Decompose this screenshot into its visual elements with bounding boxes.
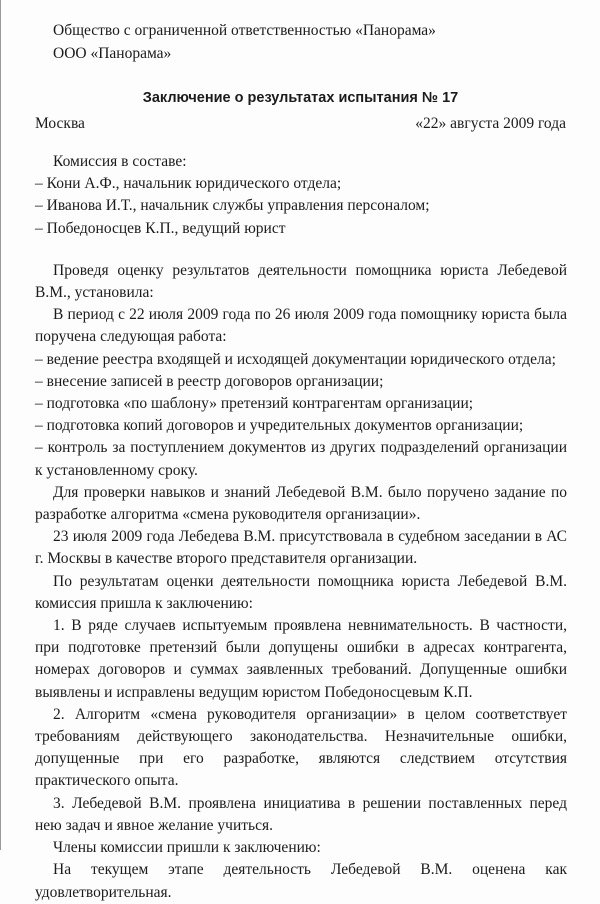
task-item: – ведение реестра входящей и исходящей документации юридического отдела; bbox=[35, 350, 556, 368]
commission-member: – Победоносцев К.П., ведущий юрист bbox=[35, 219, 286, 237]
commission-member: – Иванова И.Т., начальник службы управления персоналом; bbox=[35, 197, 430, 215]
document-body bbox=[35, 151, 567, 904]
paragraph-court-session: 23 июля 2009 года Лебедева В.М. присутствовала в судебном заседании в АС г. Москвы в качестве второго представителя организации. bbox=[35, 528, 567, 568]
document-date: «22» августа 2009 года bbox=[415, 115, 566, 132]
paragraph-assessment: Проведя оценку результатов деятельности помощника юриста Лебедевой В.М., установила: bbox=[35, 261, 567, 302]
document-place: Москва bbox=[35, 115, 85, 132]
task-item: – подготовка копий договоров и учредительных документов организации; bbox=[35, 417, 524, 435]
paragraph-results: По результатам оценки деятельности помощника юриста Лебедевой В.М. комиссия пришла к заключению: bbox=[35, 572, 567, 612]
paragraph-final-assessment: На текущем этапе деятельность Лебедевой В.М. оценена как удовлетворительная. bbox=[35, 861, 567, 901]
organization-full-name: Общество с ограниченной ответственностью «Панорама» bbox=[53, 22, 436, 39]
paragraph-period: В период с 22 июля 2009 года по 26 июля 2009 года помощнику юриста была поручена следующая работа: bbox=[35, 306, 567, 346]
conclusion-item-2: 2. Алгоритм «смена руководителя организации» в целом соответствует требованиям действующего законодательства. Незначительные ошибки, допущенные при его разработке, являются следствием отсутствия практического опыта. bbox=[35, 705, 567, 790]
task-item: – внесение записей в реестр договоров организации; bbox=[35, 372, 384, 390]
conclusion-item-3: 3. Лебедевой В.М. проявлена инициатива в решении поставленных перед нею задач и явное желание учиться. bbox=[35, 794, 567, 834]
commission-member: – Кони А.Ф., начальник юридического отдела; bbox=[35, 175, 342, 193]
paragraph-members-conclusion: Члены комиссии пришли к заключению: bbox=[53, 839, 321, 857]
task-item: – подготовка «по шаблону» претензий контрагентам организации; bbox=[35, 395, 474, 413]
commission-intro: Комиссия в составе: bbox=[53, 153, 187, 170]
task-item: – контроль за поступлением документов из других подразделений организации к установленному сроку. bbox=[35, 439, 567, 479]
document-title: Заключение о результатах испытания № 17 bbox=[142, 90, 459, 106]
paragraph-skills-check: Для проверки навыков и знаний Лебедевой В.М. было поручено задание по разработке алгоритма «смена руководителя организации». bbox=[35, 483, 567, 524]
conclusion-item-1: 1. В ряде случаев испытуемым проявлена невнимательность. В частности, при подготовке претензий были допущены ошибки в адресах контрагента, номерах договоров и суммах заявленных требований. Допущенные ошибки выявлены и исправлены ведущим юристом Победоносцевым К.П. bbox=[35, 617, 567, 701]
organization-short-name: ООО «Панорама» bbox=[53, 45, 172, 62]
spacer bbox=[35, 240, 567, 260]
